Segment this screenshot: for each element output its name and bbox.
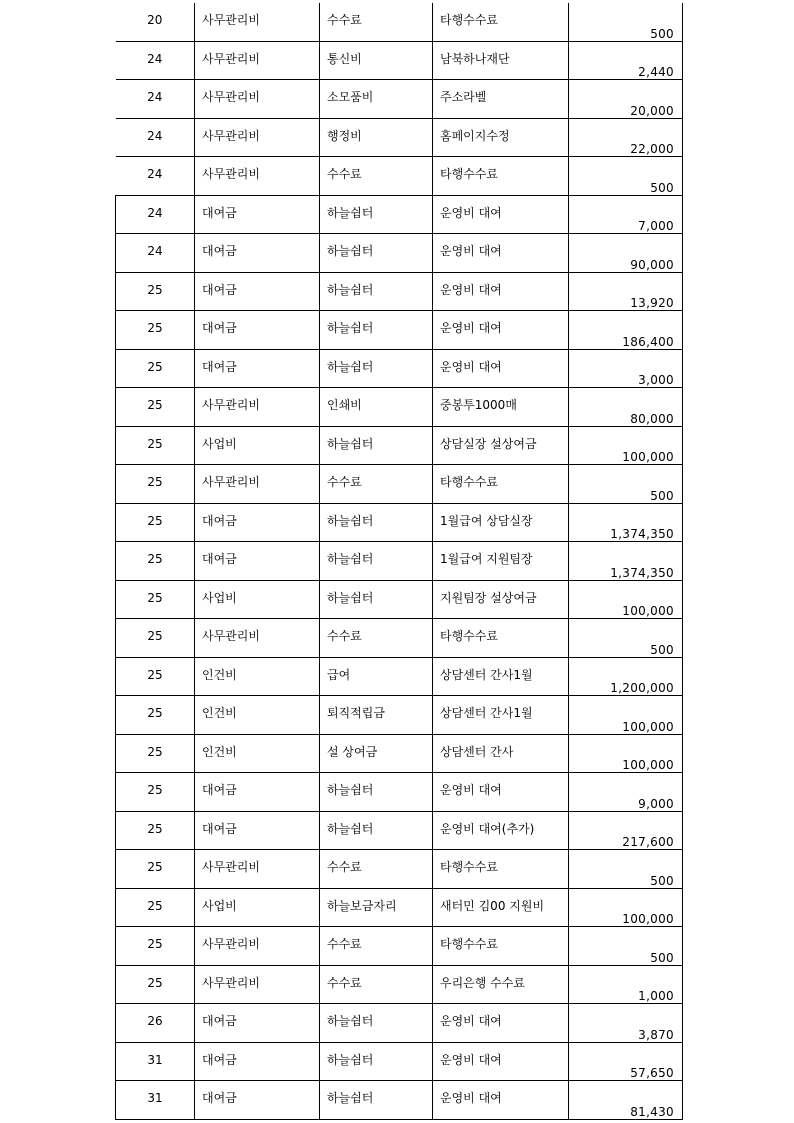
category-cell: 사무관리비 [195, 118, 320, 157]
amount-cell: 500 [569, 3, 683, 41]
amount-cell: 1,374,350 [569, 542, 683, 581]
amount-cell: 90,000 [569, 234, 683, 273]
table-row [116, 3, 683, 41]
item-cell: 하늘쉼터 [320, 503, 433, 542]
category-cell: 대여금 [195, 1081, 320, 1120]
description-cell: 1월급여 상담실장 [433, 503, 569, 542]
table-row [116, 1042, 683, 1081]
category-cell: 사업비 [195, 580, 320, 619]
amount-cell: 7,000 [569, 195, 683, 234]
item-cell: 수수료 [320, 157, 433, 196]
category-cell: 대여금 [195, 349, 320, 388]
day-cell: 25 [116, 619, 195, 658]
amount-cell: 500 [569, 619, 683, 658]
table-row [116, 80, 683, 119]
day-cell: 25 [116, 542, 195, 581]
description-cell: 중봉투1000매 [433, 388, 569, 427]
item-cell: 인쇄비 [320, 388, 433, 427]
description-cell: 주소라벨 [433, 80, 569, 119]
item-cell: 하늘쉼터 [320, 1081, 433, 1120]
amount-cell: 100,000 [569, 580, 683, 619]
day-cell: 31 [116, 1042, 195, 1081]
item-cell: 행정비 [320, 118, 433, 157]
category-cell: 사무관리비 [195, 850, 320, 889]
item-cell: 하늘쉼터 [320, 195, 433, 234]
description-cell: 남북하나재단 [433, 41, 569, 80]
item-cell: 하늘쉼터 [320, 580, 433, 619]
day-cell: 25 [116, 388, 195, 427]
description-cell: 운영비 대여(추가) [433, 811, 569, 850]
table-row [116, 696, 683, 735]
table-row [116, 272, 683, 311]
day-cell: 24 [116, 234, 195, 273]
day-cell: 25 [116, 811, 195, 850]
day-cell: 25 [116, 657, 195, 696]
amount-cell: 3,870 [569, 1004, 683, 1043]
category-cell: 대여금 [195, 234, 320, 273]
description-cell: 타행수수료 [433, 465, 569, 504]
category-cell: 사무관리비 [195, 965, 320, 1004]
description-cell: 운영비 대여 [433, 1042, 569, 1081]
category-cell: 대여금 [195, 1004, 320, 1043]
category-cell: 인건비 [195, 734, 320, 773]
day-cell: 24 [116, 195, 195, 234]
item-cell: 수수료 [320, 927, 433, 966]
day-cell: 20 [116, 3, 195, 41]
amount-cell: 2,440 [569, 41, 683, 80]
item-cell: 하늘쉼터 [320, 234, 433, 273]
item-cell: 하늘쉼터 [320, 1004, 433, 1043]
description-cell: 상담실장 설상여금 [433, 426, 569, 465]
description-cell: 홈페이지수정 [433, 118, 569, 157]
description-cell: 우리은행 수수료 [433, 965, 569, 1004]
category-cell: 대여금 [195, 773, 320, 812]
description-cell: 운영비 대여 [433, 311, 569, 350]
table-row [116, 465, 683, 504]
item-cell: 수수료 [320, 3, 433, 41]
category-cell: 사무관리비 [195, 41, 320, 80]
table-row [116, 850, 683, 889]
table-row [116, 157, 683, 196]
table-row [116, 311, 683, 350]
table-row [116, 542, 683, 581]
day-cell: 25 [116, 580, 195, 619]
description-cell: 상담센터 간사1월 [433, 696, 569, 735]
description-cell: 1월급여 지원팀장 [433, 542, 569, 581]
description-cell: 타행수수료 [433, 619, 569, 658]
item-cell: 수수료 [320, 850, 433, 889]
amount-cell: 500 [569, 927, 683, 966]
item-cell: 하늘쉼터 [320, 811, 433, 850]
amount-cell: 1,374,350 [569, 503, 683, 542]
table-row [116, 388, 683, 427]
item-cell: 하늘쉼터 [320, 426, 433, 465]
item-cell: 하늘쉼터 [320, 272, 433, 311]
item-cell: 급여 [320, 657, 433, 696]
amount-cell: 81,430 [569, 1081, 683, 1120]
table-row [116, 1004, 683, 1043]
category-cell: 사무관리비 [195, 927, 320, 966]
day-cell: 25 [116, 349, 195, 388]
table-row [116, 234, 683, 273]
table-row [116, 811, 683, 850]
day-cell: 25 [116, 696, 195, 735]
description-cell: 타행수수료 [433, 850, 569, 889]
table-row [116, 657, 683, 696]
amount-cell: 186,400 [569, 311, 683, 350]
description-cell: 새터민 김00 지원비 [433, 888, 569, 927]
item-cell: 수수료 [320, 465, 433, 504]
description-cell: 운영비 대여 [433, 349, 569, 388]
item-cell: 하늘쉼터 [320, 311, 433, 350]
item-cell: 퇴직적립금 [320, 696, 433, 735]
day-cell: 31 [116, 1081, 195, 1120]
category-cell: 대여금 [195, 542, 320, 581]
table-row [116, 927, 683, 966]
day-cell: 25 [116, 773, 195, 812]
category-cell: 사무관리비 [195, 388, 320, 427]
description-cell: 운영비 대여 [433, 272, 569, 311]
amount-cell: 217,600 [569, 811, 683, 850]
category-cell: 대여금 [195, 1042, 320, 1081]
category-cell: 사무관리비 [195, 465, 320, 504]
table-row [116, 773, 683, 812]
item-cell: 수수료 [320, 965, 433, 1004]
amount-cell: 500 [569, 465, 683, 504]
table-row [116, 888, 683, 927]
amount-cell: 9,000 [569, 773, 683, 812]
category-cell: 대여금 [195, 811, 320, 850]
category-cell: 인건비 [195, 696, 320, 735]
amount-cell: 1,200,000 [569, 657, 683, 696]
description-cell: 운영비 대여 [433, 773, 569, 812]
category-cell: 사업비 [195, 426, 320, 465]
item-cell: 하늘쉼터 [320, 1042, 433, 1081]
amount-cell: 80,000 [569, 388, 683, 427]
description-cell: 타행수수료 [433, 3, 569, 41]
amount-cell: 100,000 [569, 888, 683, 927]
description-cell: 운영비 대여 [433, 234, 569, 273]
table-row [116, 195, 683, 234]
table-row [116, 619, 683, 658]
description-cell: 상담센터 간사 [433, 734, 569, 773]
table-row [116, 1081, 683, 1120]
description-cell: 상담센터 간사1월 [433, 657, 569, 696]
amount-cell: 22,000 [569, 118, 683, 157]
category-cell: 사무관리비 [195, 3, 320, 41]
description-cell: 운영비 대여 [433, 195, 569, 234]
category-cell: 대여금 [195, 503, 320, 542]
amount-cell: 500 [569, 850, 683, 889]
table-row [116, 426, 683, 465]
amount-cell: 20,000 [569, 80, 683, 119]
amount-cell: 100,000 [569, 696, 683, 735]
day-cell: 25 [116, 927, 195, 966]
day-cell: 26 [116, 1004, 195, 1043]
table-row [116, 118, 683, 157]
category-cell: 대여금 [195, 272, 320, 311]
item-cell: 하늘쉼터 [320, 349, 433, 388]
table-row [116, 734, 683, 773]
ledger-body [116, 3, 683, 1119]
table-row [116, 503, 683, 542]
day-cell: 25 [116, 311, 195, 350]
day-cell: 25 [116, 888, 195, 927]
day-cell: 25 [116, 465, 195, 504]
category-cell: 사무관리비 [195, 619, 320, 658]
table-row [116, 580, 683, 619]
day-cell: 25 [116, 965, 195, 1004]
day-cell: 24 [116, 41, 195, 80]
day-cell: 25 [116, 272, 195, 311]
expense-ledger-table [115, 3, 683, 1120]
description-cell: 지원팀장 설상여금 [433, 580, 569, 619]
item-cell: 통신비 [320, 41, 433, 80]
item-cell: 하늘보금자리 [320, 888, 433, 927]
category-cell: 인건비 [195, 657, 320, 696]
day-cell: 25 [116, 734, 195, 773]
amount-cell: 100,000 [569, 734, 683, 773]
amount-cell: 100,000 [569, 426, 683, 465]
item-cell: 설 상여금 [320, 734, 433, 773]
amount-cell: 13,920 [569, 272, 683, 311]
item-cell: 소모품비 [320, 80, 433, 119]
category-cell: 사무관리비 [195, 80, 320, 119]
description-cell: 운영비 대여 [433, 1004, 569, 1043]
table-row [116, 41, 683, 80]
category-cell: 대여금 [195, 311, 320, 350]
day-cell: 25 [116, 503, 195, 542]
amount-cell: 1,000 [569, 965, 683, 1004]
item-cell: 수수료 [320, 619, 433, 658]
day-cell: 24 [116, 80, 195, 119]
item-cell: 하늘쉼터 [320, 773, 433, 812]
item-cell: 하늘쉼터 [320, 542, 433, 581]
table-row [116, 349, 683, 388]
description-cell: 타행수수료 [433, 157, 569, 196]
amount-cell: 3,000 [569, 349, 683, 388]
table-row [116, 965, 683, 1004]
day-cell: 24 [116, 157, 195, 196]
description-cell: 운영비 대여 [433, 1081, 569, 1120]
day-cell: 25 [116, 850, 195, 889]
category-cell: 사무관리비 [195, 157, 320, 196]
amount-cell: 500 [569, 157, 683, 196]
category-cell: 대여금 [195, 195, 320, 234]
day-cell: 24 [116, 118, 195, 157]
amount-cell: 57,650 [569, 1042, 683, 1081]
description-cell: 타행수수료 [433, 927, 569, 966]
category-cell: 사업비 [195, 888, 320, 927]
day-cell: 25 [116, 426, 195, 465]
